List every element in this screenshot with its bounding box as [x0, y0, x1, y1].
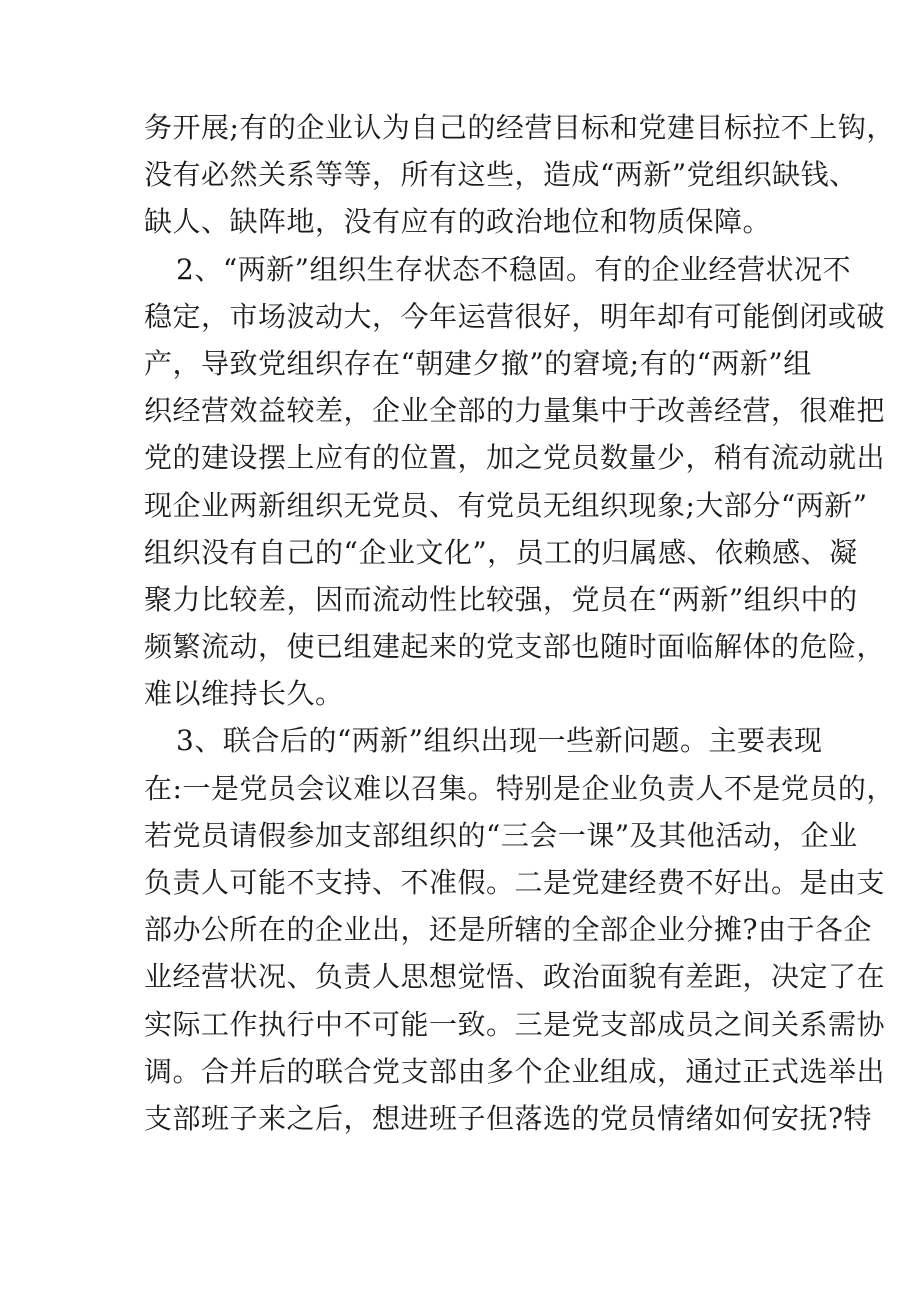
- body-text: [144, 104, 895, 1142]
- text-line: 若党员请假参加支部组织的“三会一课”及其他活动，企业: [144, 818, 858, 852]
- text-line: 聚力比较差，因而流动性比较强，党员在“两新”组织中的: [144, 582, 858, 616]
- text-line: 稳定，市场波动大，今年运营很好，明年却有可能倒闭或破: [144, 299, 886, 333]
- text-line: 现企业两新组织无党员、有党员无组织现象;大部分“两新”: [144, 488, 868, 522]
- text-line: 调。合并后的联合党支部由多个企业组成，通过正式选举出: [144, 1054, 886, 1088]
- paragraph-start-line: 2、“两新”组织生存状态不稳固。有的企业经营状况不: [176, 252, 851, 286]
- text-line: 难以维持长久。: [144, 677, 344, 711]
- text-line: 务开展;有的企业认为自己的经营目标和党建目标拉不上钩，: [144, 111, 895, 144]
- text-line: 产，导致党组织存在“朝建夕撤”的窘境;有的“两新”组: [144, 346, 812, 380]
- text-line: 业经营状况、负责人思想觉悟、政治面貌有差距，决定了在: [144, 960, 886, 994]
- text-line: 实际工作执行中不可能一致。三是党支部成员之间关系需协: [144, 1007, 886, 1041]
- text-line: 没有必然关系等等，所有这些，造成“两新”党组织缺钱、: [144, 158, 858, 192]
- text-line: 在:一是党员会议难以召集。特别是企业负责人不是党员的，: [144, 771, 895, 805]
- paragraph-start-line: 3、联合后的“两新”组织出现一些新问题。主要表现: [176, 724, 823, 758]
- text-line: 部办公所在的企业出，还是所辖的全部企业分摊?由于各企: [144, 913, 873, 947]
- text-line: 织经营效益较差，企业全部的力量集中于改善经营，很难把: [144, 394, 886, 428]
- text-line: 支部班子来之后，想进班子但落选的党员情绪如何安抚?特: [144, 1101, 873, 1135]
- text-line: 组织没有自己的“企业文化”，员工的归属感、依赖感、凝: [144, 535, 858, 569]
- text-line: 缺人、缺阵地，没有应有的政治地位和物质保障。: [144, 205, 772, 239]
- text-line: 频繁流动，使已组建起来的党支部也随时面临解体的危险，: [144, 630, 886, 664]
- text-line: 党的建设摆上应有的位置，加之党员数量少，稍有流动就出: [144, 441, 886, 475]
- text-line: 负责人可能不支持、不准假。二是党建经费不好出。是由支: [144, 866, 886, 899]
